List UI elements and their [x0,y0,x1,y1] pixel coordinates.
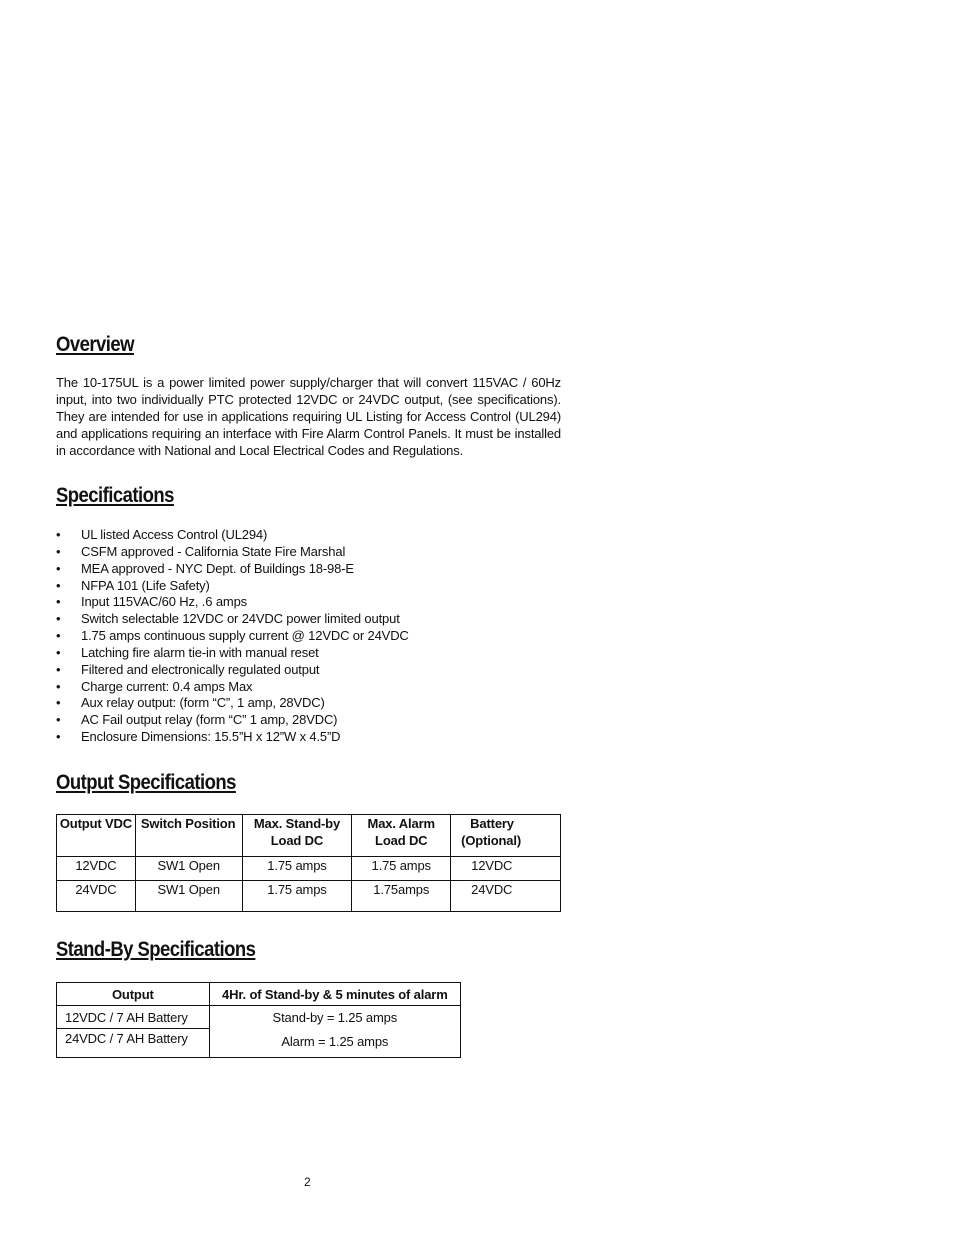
list-item: • CSFM approved - California State Fire Marshal [56,544,409,561]
table-header-row [57,815,561,857]
table-cell: 12VDC / 7 AH Battery [57,1006,210,1029]
list-item: • Input 115VAC/60 Hz, .6 amps [56,594,409,611]
column-header: 4Hr. of Stand-by & 5 minutes of alarm [209,983,460,1006]
table-cell: 24VDC [57,881,136,912]
column-header: Output VDC [57,815,136,857]
list-item: • MEA approved - NYC Dept. of Buildings 18-98-E [56,561,409,578]
table-cell: 1.75 amps [242,857,352,881]
list-item: • NFPA 101 (Life Safety) [56,578,409,595]
standby-current: Stand-by = 1.25 amps [272,1010,398,1025]
table-cell: 24VDC [451,881,561,912]
list-item: • AC Fail output relay (form “C” 1 amp, 28VDC) [56,712,409,729]
column-header: Switch Position [135,815,242,857]
list-item: • Filtered and electronically regulated output [56,662,409,679]
list-item: • Aux relay output: (form “C”, 1 amp, 28VDC) [56,695,409,712]
output-specifications-table [56,814,561,912]
specifications-list [56,527,409,746]
list-item: • UL listed Access Control (UL294) [56,527,409,544]
table-cell: 12VDC [451,857,561,881]
output-specifications-heading: Output Specifications [56,771,236,794]
list-item: • Enclosure Dimensions: 15.5”H x 12”W x 4.5”D [56,729,409,746]
table-cell: 1.75 amps [242,881,352,912]
page-number: 2 [304,1175,311,1189]
table-row [57,881,561,912]
overview-paragraph: The 10-175UL is a power limited power supply/charger that will convert 115VAC / 60Hz input, into two individually PTC protected 12VDC or 24VDC output, (see specifications). They are intended for use in applications requiring UL Listing for Access Control (UL294) and applications requiring an interface with Fire Alarm Control Panels. It must be installed in accordance with National and Local Electrical Codes and Regulations. [56,375,561,458]
list-item: • Latching fire alarm tie-in with manual reset [56,645,409,662]
column-header: Max. Stand-by Load DC [242,815,352,857]
table-cell: 12VDC [57,857,136,881]
standby-values-cell [209,1006,460,1058]
list-item: • Charge current: 0.4 amps Max [56,679,409,696]
standby-specifications-heading: Stand-By Specifications [56,938,256,961]
table-cell: 1.75amps [352,881,451,912]
table-header-row [57,983,461,1006]
standby-specifications-table [56,982,461,1058]
table-row [57,1006,461,1029]
table-row [57,857,561,881]
list-item: • Switch selectable 12VDC or 24VDC power limited output [56,611,409,628]
table-cell: SW1 Open [135,881,242,912]
table-cell: 24VDC / 7 AH Battery [57,1029,210,1058]
table-cell: SW1 Open [135,857,242,881]
column-header: Output [57,983,210,1006]
column-header: Battery (Optional) [451,815,561,857]
overview-heading: Overview [56,333,134,356]
column-header: Max. Alarm Load DC [352,815,451,857]
specifications-heading: Specifications [56,484,174,507]
list-item: • 1.75 amps continuous supply current @ 12VDC or 24VDC [56,628,409,645]
alarm-current: Alarm = 1.25 amps [281,1034,389,1049]
table-cell: 1.75 amps [352,857,451,881]
